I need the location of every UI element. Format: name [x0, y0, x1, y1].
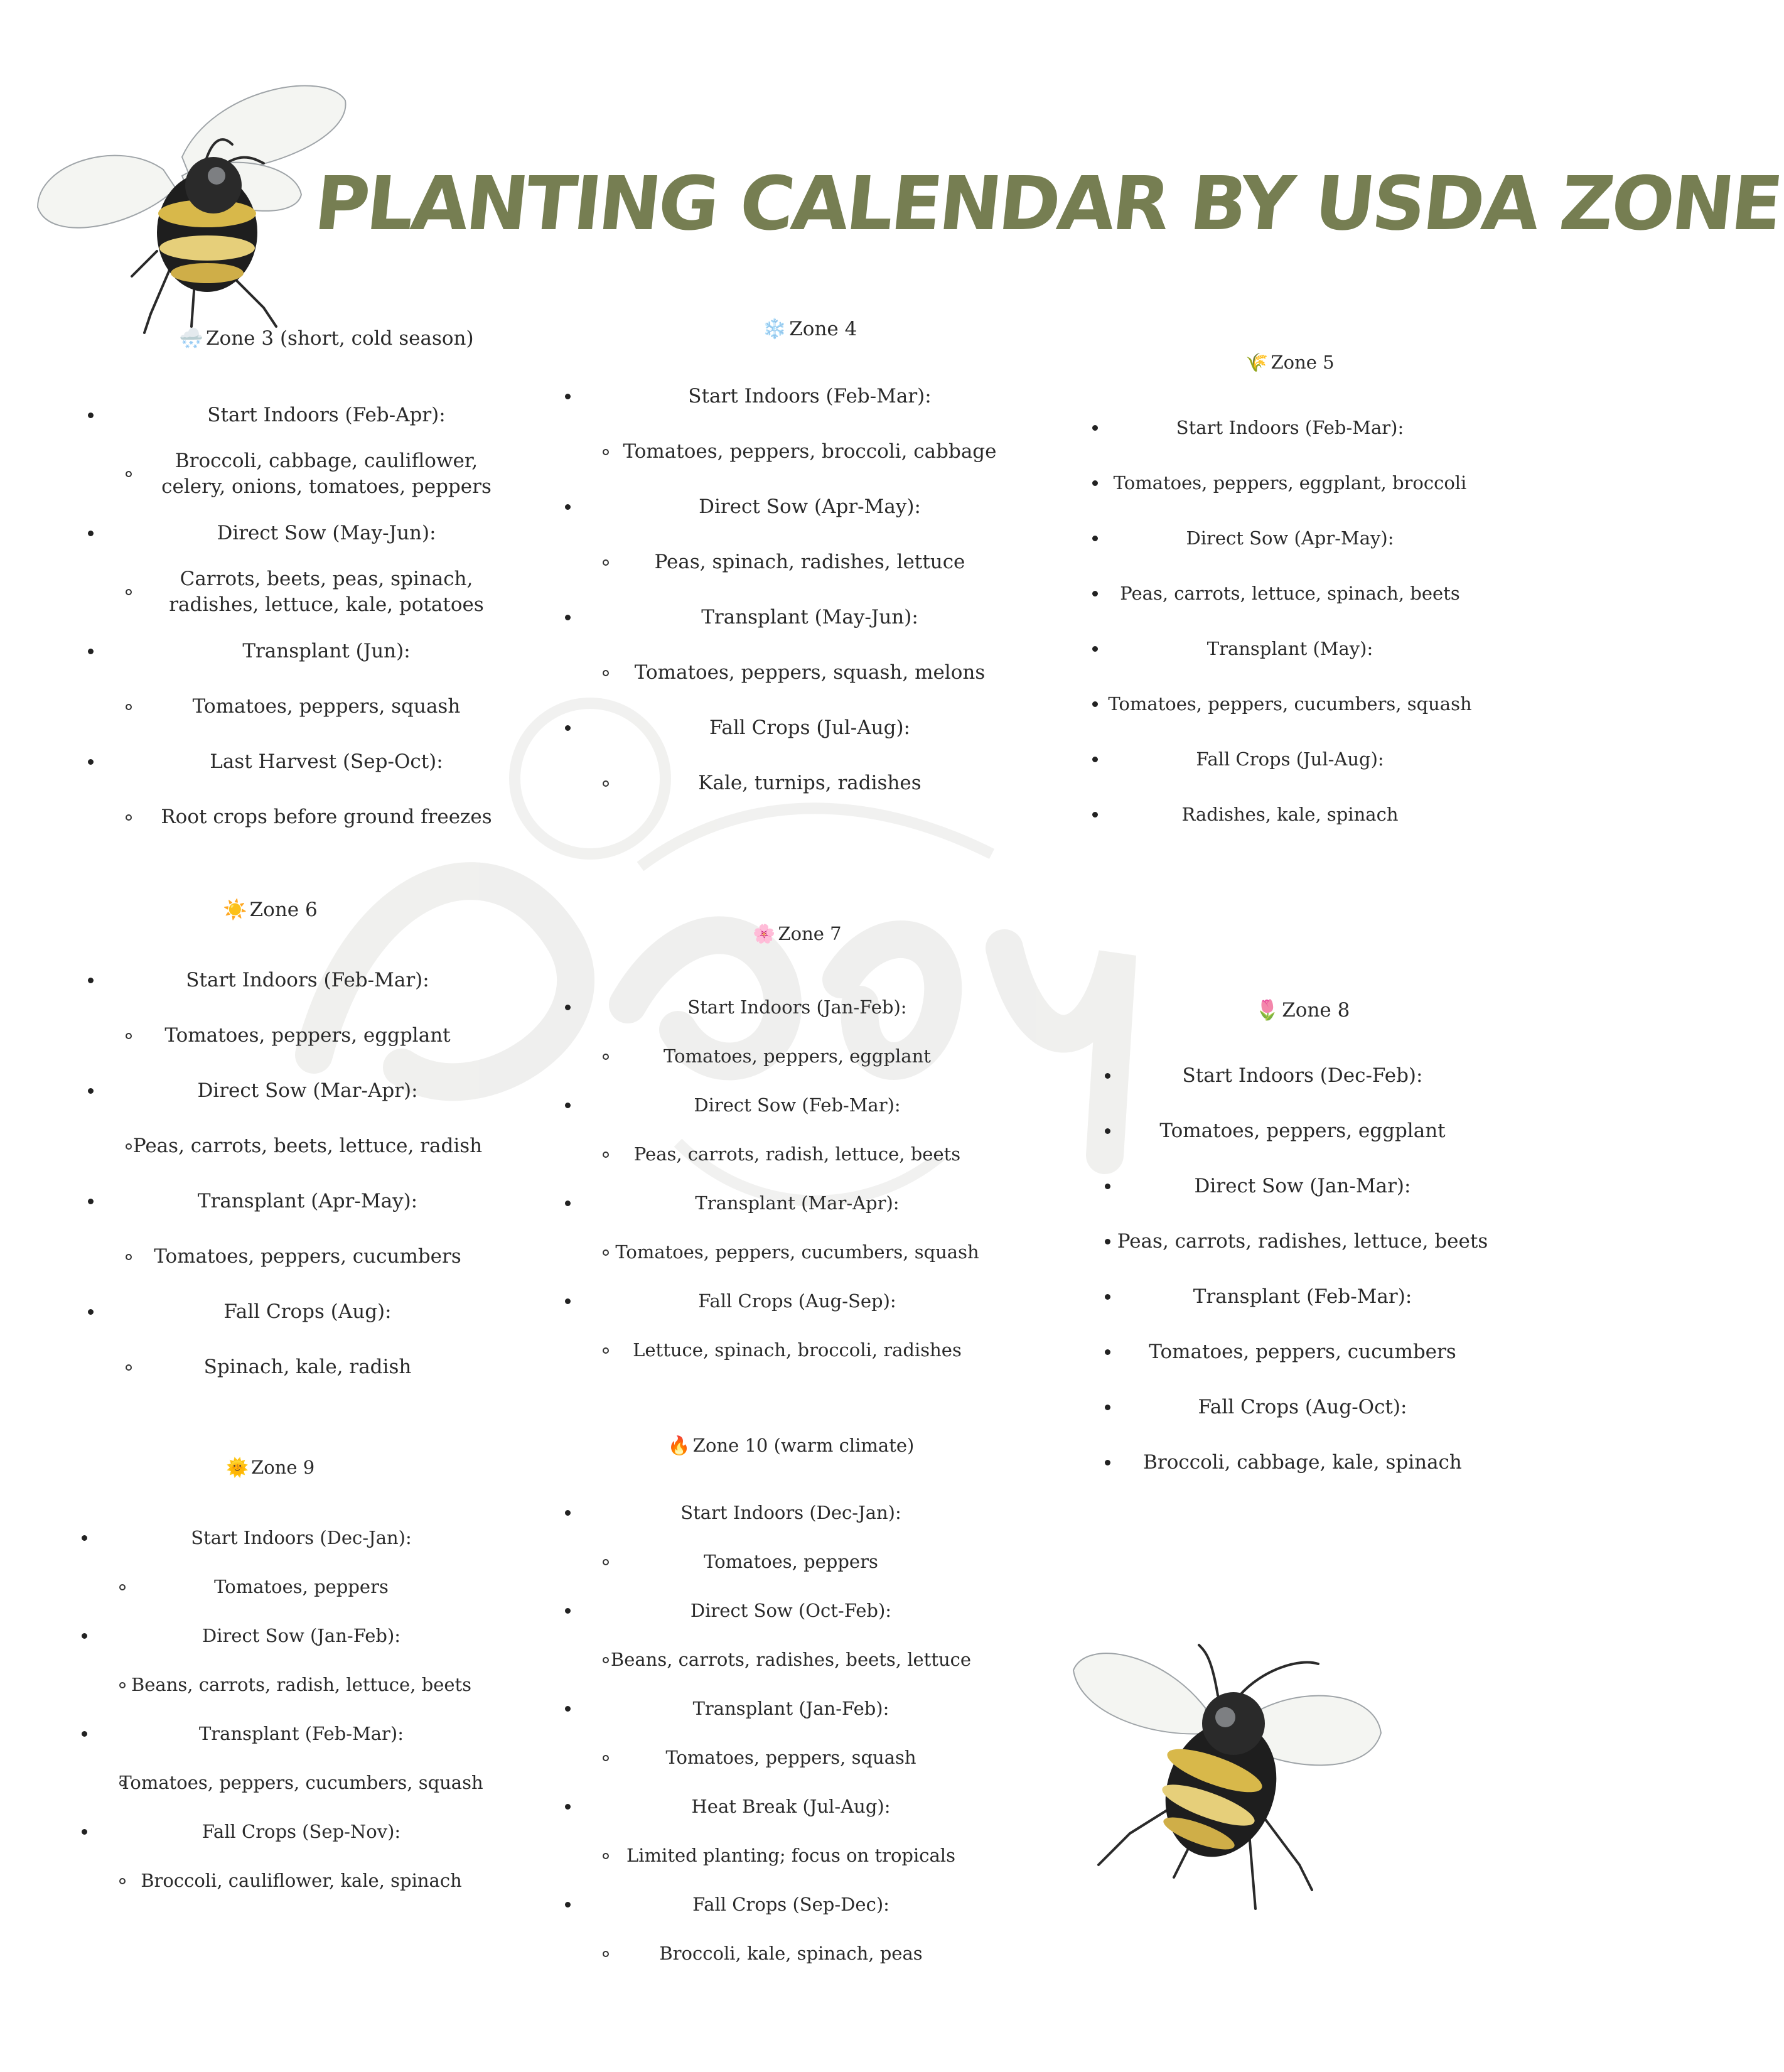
- schedule-heading-item: [1092, 787, 1488, 842]
- bee-illustration-top: [25, 63, 364, 333]
- schedule-heading-text: Radishes, kale, spinach: [1181, 804, 1399, 825]
- snowflake-icon: ❄️: [762, 318, 787, 340]
- bullet-icon: [565, 1005, 571, 1010]
- bullet-icon: [1105, 1349, 1110, 1355]
- crop-list-text: Peas, carrots, radish, lettuce, beets: [633, 1143, 961, 1165]
- bullet-icon: [1105, 1184, 1110, 1189]
- zone-8-list: [1105, 1048, 1500, 1490]
- crop-list-text: Lettuce, spinach, broccoli, radishes: [633, 1339, 962, 1361]
- bullet-icon: [565, 1103, 571, 1108]
- crop-list-text: Tomatoes, peppers, squash: [192, 695, 461, 718]
- crop-list-text: Tomatoes, peppers, broccoli, cabbage: [623, 440, 997, 463]
- circle-bullet-icon: [126, 1254, 132, 1260]
- schedule-heading-text: Transplant (May):: [1206, 638, 1373, 659]
- schedule-heading-text: Fall Crops (Aug):: [223, 1300, 392, 1323]
- bullet-icon: [565, 1608, 571, 1614]
- circle-bullet-icon: [603, 1054, 609, 1060]
- crop-list-text: Tomatoes, peppers, cucumbers, squash: [615, 1241, 979, 1263]
- schedule-heading-item: [565, 369, 1055, 424]
- zone-3-section: [88, 326, 565, 844]
- circle-bullet-icon: [126, 471, 132, 477]
- bullet-icon: [565, 725, 571, 731]
- schedule-heading-text: Transplant (Feb-Mar):: [198, 1723, 404, 1744]
- schedule-heading-text: Transplant (May-Jun):: [701, 606, 918, 629]
- zone-5-section: [1092, 352, 1488, 842]
- schedule-heading-text: Broccoli, cabbage, kale, spinach: [1143, 1451, 1462, 1474]
- zone-6-list: [88, 952, 527, 1395]
- circle-bullet-icon: [603, 780, 609, 787]
- schedule-heading-item: [82, 1513, 521, 1562]
- schedule-heading-item: [88, 387, 565, 443]
- schedule-heading-item: [82, 1709, 521, 1758]
- schedule-heading-item: [88, 505, 565, 561]
- bullet-icon: [1092, 425, 1098, 431]
- crop-list-item: [88, 1339, 527, 1395]
- schedule-heading-item: [1092, 566, 1488, 621]
- schedule-heading-item: [1105, 1269, 1500, 1324]
- crop-list-item: [565, 1325, 1029, 1374]
- schedule-heading-text: Fall Crops (Aug-Oct):: [1198, 1396, 1407, 1418]
- schedule-heading-item: [565, 479, 1055, 534]
- zone-heading: ☀️ Zone 6: [223, 898, 318, 921]
- crop-list-text: Kale, turnips, radishes: [698, 772, 922, 794]
- bullet-icon: [565, 615, 571, 620]
- crop-list-item: [565, 1130, 1029, 1179]
- crop-list-text: Tomatoes, peppers, cucumbers: [154, 1245, 461, 1268]
- zone-10-section: [565, 1435, 1017, 1978]
- crop-list-text: Tomatoes, peppers, eggplant: [164, 1024, 451, 1047]
- schedule-heading-text: Direct Sow (Jan-Feb):: [202, 1625, 401, 1646]
- circle-bullet-icon: [603, 670, 609, 676]
- crop-list-item: [565, 1228, 1029, 1276]
- schedule-heading-text: Transplant (Jun):: [242, 640, 411, 662]
- crop-list-text: Tomatoes, peppers, squash, melons: [634, 661, 986, 684]
- circle-bullet-icon: [603, 1249, 609, 1256]
- crop-list-text: Tomatoes, peppers: [704, 1551, 878, 1572]
- bullet-icon: [82, 1535, 87, 1541]
- crop-list-text: Carrots, beets, peas, spinach, radishes, lettuce, kale, potatoes: [169, 568, 484, 616]
- schedule-heading-text: Fall Crops (Jul-Aug):: [1196, 748, 1384, 770]
- bullet-icon: [1105, 1239, 1110, 1244]
- bullet-icon: [565, 394, 571, 399]
- crop-list-item: [565, 534, 1055, 590]
- bullet-icon: [1105, 1073, 1110, 1079]
- schedule-heading-item: [1105, 1379, 1500, 1435]
- bullet-icon: [1092, 757, 1098, 762]
- schedule-heading-text: Transplant (Feb-Mar):: [1193, 1285, 1412, 1308]
- schedule-heading-item: [1105, 1048, 1500, 1103]
- bullet-icon: [565, 1902, 571, 1907]
- zone-heading: 🔥 Zone 10 (warm climate): [667, 1435, 915, 1456]
- schedule-heading-item: [565, 590, 1055, 645]
- zone-6-section: [88, 898, 527, 1395]
- bullet-icon: [1092, 536, 1098, 541]
- schedule-heading-item: [82, 1807, 521, 1856]
- crop-list-text: Peas, carrots, beets, lettuce, radish: [132, 1135, 483, 1157]
- crop-list-item: [565, 1929, 1017, 1978]
- schedule-heading-text: Start Indoors (Dec-Jan):: [191, 1527, 412, 1548]
- crop-list-item: [88, 789, 565, 844]
- schedule-heading-text: Transplant (Jan-Feb):: [692, 1698, 889, 1719]
- bullet-icon: [565, 1510, 571, 1516]
- crop-list-text: Beans, carrots, radishes, beets, lettuce: [610, 1649, 972, 1670]
- crop-list-item: [82, 1856, 521, 1905]
- crop-list-item: [88, 1229, 527, 1284]
- schedule-heading-item: [1092, 621, 1488, 676]
- crop-list-item: [565, 755, 1055, 811]
- crop-list-text: Root crops before ground freezes: [161, 806, 492, 828]
- zone-9-section: [82, 1457, 521, 1905]
- crop-list-item: [88, 561, 565, 623]
- blossom-icon: 🌸: [753, 923, 776, 944]
- crop-list-text: Broccoli, kale, spinach, peas: [659, 1943, 923, 1964]
- bullet-icon: [1092, 480, 1098, 486]
- zone-8-section: [1105, 998, 1500, 1490]
- schedule-heading-item: [88, 623, 565, 679]
- crop-list-item: [565, 1537, 1017, 1586]
- crop-list-item: [82, 1562, 521, 1611]
- crop-list-text: Broccoli, cabbage, cauliflower, celery, onions, tomatoes, peppers: [161, 450, 492, 498]
- bullet-icon: [1105, 1460, 1110, 1465]
- schedule-heading-text: Direct Sow (Apr-May):: [1186, 527, 1394, 549]
- zone-heading: 🌞 Zone 9: [226, 1457, 315, 1478]
- crop-list-text: Peas, spinach, radishes, lettuce: [654, 551, 965, 573]
- crop-list-item: [88, 443, 565, 505]
- fire-icon: 🔥: [667, 1435, 690, 1456]
- schedule-heading-text: Peas, carrots, lettuce, spinach, beets: [1120, 583, 1460, 604]
- bullet-icon: [88, 1088, 94, 1094]
- circle-bullet-icon: [603, 1559, 609, 1565]
- schedule-heading-text: Transplant (Mar-Apr):: [695, 1192, 900, 1214]
- schedule-heading-text: Direct Sow (Jan-Mar):: [1194, 1175, 1411, 1197]
- zone-3-list: [88, 387, 565, 844]
- schedule-heading-text: Tomatoes, peppers, cucumbers, squash: [1108, 693, 1472, 715]
- schedule-heading-item: [1105, 1214, 1500, 1269]
- circle-bullet-icon: [119, 1780, 126, 1786]
- crop-list-text: Tomatoes, peppers, cucumbers, squash: [119, 1772, 483, 1793]
- crop-list-text: Broccoli, cauliflower, kale, spinach: [141, 1870, 462, 1891]
- schedule-heading-text: Tomatoes, peppers, eggplant: [1159, 1120, 1446, 1142]
- circle-bullet-icon: [126, 589, 132, 595]
- bullet-icon: [1092, 646, 1098, 652]
- circle-bullet-icon: [603, 1853, 609, 1859]
- schedule-heading-item: [88, 734, 565, 789]
- schedule-heading-item: [565, 1081, 1029, 1130]
- crop-list-item: [565, 1635, 1017, 1684]
- zone-7-section: [565, 923, 1029, 1374]
- zone-5-list: [1092, 400, 1488, 842]
- bullet-icon: [1105, 1294, 1110, 1300]
- crop-list-text: Tomatoes, peppers, eggplant: [664, 1045, 931, 1067]
- bullet-icon: [1092, 812, 1098, 817]
- crop-list-item: [565, 1733, 1017, 1782]
- schedule-heading-text: Fall Crops (Jul-Aug):: [709, 716, 910, 739]
- bullet-icon: [565, 1804, 571, 1810]
- circle-bullet-icon: [603, 1657, 609, 1663]
- schedule-heading-text: Direct Sow (Mar-Apr):: [197, 1079, 418, 1102]
- schedule-heading-text: Tomatoes, peppers, eggplant, broccoli: [1113, 472, 1467, 494]
- crop-list-text: Spinach, kale, radish: [203, 1356, 412, 1378]
- circle-bullet-icon: [126, 1033, 132, 1039]
- schedule-heading-text: Direct Sow (May-Jun):: [217, 522, 436, 544]
- schedule-heading-text: Fall Crops (Sep-Dec):: [692, 1894, 889, 1915]
- schedule-heading-item: [565, 1880, 1017, 1929]
- circle-bullet-icon: [119, 1682, 126, 1688]
- schedule-heading-text: Peas, carrots, radishes, lettuce, beets: [1117, 1230, 1488, 1253]
- schedule-heading-text: Start Indoors (Feb-Mar):: [186, 969, 429, 991]
- schedule-heading-item: [1105, 1158, 1500, 1214]
- circle-bullet-icon: [603, 1951, 609, 1957]
- crop-list-text: Limited planting; focus on tropicals: [626, 1845, 955, 1866]
- bullet-icon: [88, 649, 94, 654]
- schedule-heading-text: Start Indoors (Feb-Mar):: [1176, 417, 1404, 438]
- schedule-heading-text: Direct Sow (Oct-Feb):: [690, 1600, 892, 1621]
- bullet-icon: [88, 531, 94, 536]
- crop-list-text: Beans, carrots, radish, lettuce, beets: [131, 1674, 472, 1695]
- zone-10-list: [565, 1488, 1017, 1978]
- schedule-heading-item: [565, 1179, 1029, 1228]
- bullet-icon: [88, 1309, 94, 1315]
- zone-heading: ❄️ Zone 4: [762, 318, 857, 340]
- bullet-icon: [1092, 591, 1098, 596]
- circle-bullet-icon: [603, 1347, 609, 1354]
- bullet-icon: [88, 978, 94, 983]
- bullet-icon: [82, 1633, 87, 1639]
- schedule-heading-item: [565, 1276, 1029, 1325]
- bullet-icon: [565, 1298, 571, 1304]
- schedule-heading-item: [88, 952, 527, 1008]
- circle-bullet-icon: [603, 1152, 609, 1158]
- zone-heading: 🌸 Zone 7: [753, 923, 842, 944]
- circle-bullet-icon: [603, 1755, 609, 1761]
- schedule-heading-item: [88, 1174, 527, 1229]
- schedule-heading-text: Direct Sow (Feb-Mar):: [694, 1094, 901, 1116]
- schedule-heading-item: [1105, 1103, 1500, 1158]
- schedule-heading-item: [565, 1782, 1017, 1831]
- circle-bullet-icon: [126, 704, 132, 710]
- circle-bullet-icon: [603, 449, 609, 455]
- schedule-heading-item: [1092, 731, 1488, 787]
- schedule-heading-item: [1105, 1324, 1500, 1379]
- page-title: PLANTING CALENDAR BY USDA ZONE: [310, 160, 1784, 247]
- schedule-heading-text: Tomatoes, peppers, cucumbers: [1149, 1341, 1456, 1363]
- wheat-icon: 🌾: [1245, 352, 1269, 373]
- bullet-icon: [88, 1199, 94, 1204]
- crop-list-item: [88, 1118, 527, 1174]
- sun-face-icon: 🌞: [226, 1457, 249, 1478]
- zone-heading: 🌨️ Zone 3 (short, cold season): [179, 327, 474, 350]
- zone-heading: 🌷 Zone 8: [1255, 999, 1350, 1022]
- schedule-heading-item: [1092, 676, 1488, 731]
- crop-list-item: [82, 1758, 521, 1807]
- circle-bullet-icon: [126, 814, 132, 821]
- schedule-heading-text: Heat Break (Jul-Aug):: [691, 1796, 891, 1817]
- schedule-heading-text: Start Indoors (Dec-Jan):: [680, 1502, 901, 1523]
- schedule-heading-item: [565, 1586, 1017, 1635]
- schedule-heading-item: [1092, 455, 1488, 510]
- bullet-icon: [1105, 1128, 1110, 1134]
- schedule-heading-text: Fall Crops (Aug-Sep):: [698, 1290, 896, 1312]
- bullet-icon: [565, 1706, 571, 1712]
- bullet-icon: [565, 1201, 571, 1206]
- circle-bullet-icon: [603, 559, 609, 566]
- bullet-icon: [565, 504, 571, 510]
- schedule-heading-item: [82, 1611, 521, 1660]
- schedule-heading-text: Direct Sow (Apr-May):: [699, 495, 921, 518]
- zone-9-list: [82, 1513, 521, 1905]
- zone-7-list: [565, 983, 1029, 1374]
- schedule-heading-item: [88, 1063, 527, 1118]
- bullet-icon: [1105, 1405, 1110, 1410]
- schedule-heading-item: [565, 1684, 1017, 1733]
- schedule-heading-text: Last Harvest (Sep-Oct):: [210, 750, 443, 773]
- crop-list-item: [565, 1831, 1017, 1880]
- crop-list-item: [88, 1008, 527, 1063]
- crop-list-text: Tomatoes, peppers, squash: [665, 1747, 916, 1768]
- bee-illustration-bottom: [1061, 1614, 1387, 1928]
- zone-heading: 🌾 Zone 5: [1245, 352, 1335, 373]
- crop-list-item: [88, 679, 565, 734]
- circle-bullet-icon: [119, 1878, 126, 1884]
- crop-list-item: [565, 1032, 1029, 1081]
- bullet-icon: [82, 1731, 87, 1737]
- snowcloud-icon: 🌨️: [179, 327, 204, 350]
- bullet-icon: [88, 759, 94, 765]
- circle-bullet-icon: [119, 1584, 126, 1590]
- schedule-heading-text: Fall Crops (Sep-Nov):: [202, 1821, 401, 1842]
- bullet-icon: [1092, 701, 1098, 707]
- schedule-heading-item: [565, 700, 1055, 755]
- schedule-heading-text: Transplant (Apr-May):: [197, 1190, 418, 1212]
- bullet-icon: [88, 413, 94, 418]
- crop-list-text: Tomatoes, peppers: [214, 1576, 389, 1597]
- circle-bullet-icon: [126, 1143, 132, 1150]
- crop-list-item: [565, 424, 1055, 479]
- tulip-icon: 🌷: [1255, 999, 1280, 1022]
- schedule-heading-item: [565, 1488, 1017, 1537]
- crop-list-item: [565, 645, 1055, 700]
- schedule-heading-item: [1105, 1435, 1500, 1490]
- crop-list-item: [82, 1660, 521, 1709]
- schedule-heading-item: [88, 1284, 527, 1339]
- schedule-heading-item: [1092, 510, 1488, 566]
- schedule-heading-text: Start Indoors (Dec-Feb):: [1182, 1064, 1423, 1087]
- zone-4-list: [565, 369, 1055, 811]
- schedule-heading-text: Start Indoors (Feb-Mar):: [688, 385, 932, 407]
- circle-bullet-icon: [126, 1364, 132, 1371]
- schedule-heading-text: Start Indoors (Feb-Apr):: [207, 404, 446, 426]
- schedule-heading-item: [1092, 400, 1488, 455]
- schedule-heading-item: [565, 983, 1029, 1032]
- sun-icon: ☀️: [223, 898, 247, 921]
- bullet-icon: [82, 1829, 87, 1835]
- schedule-heading-text: Start Indoors (Jan-Feb):: [687, 996, 907, 1018]
- zone-4-section: [565, 317, 1055, 811]
